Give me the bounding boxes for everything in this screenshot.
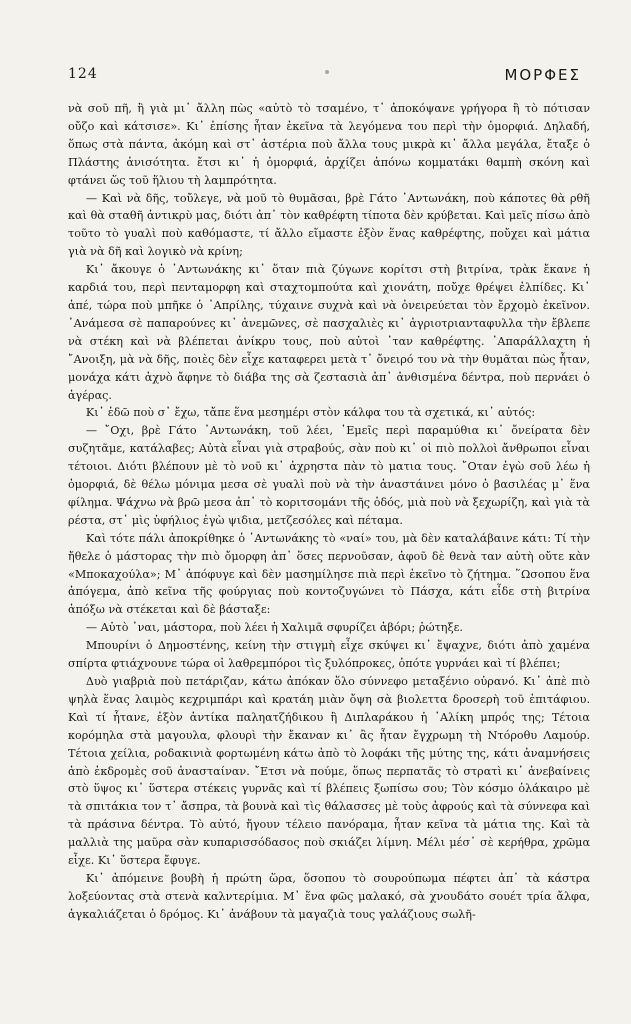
- paragraph: Κι᾿ ἑδῶ ποὺ σ᾿ ἔχω, τἄπε ἕνα μεσημέρι στὸν κάλφα του τὰ σχετικά, κι᾿ αὐτός:: [85, 406, 536, 420]
- page-header: [68, 66, 581, 86]
- page-number: 124: [68, 66, 98, 82]
- paragraph: Κι᾿ ἀπόμεινε βουβὴ ἡ πρώτη ὥρα, ὅσοπου τὸ σουρούπωμα πέφτει ἀπ᾿ τὰ κάστρα λοξεύοντας στὰ στενὰ καλντερίμια. Μ᾿ ἕνα φῶς μαλακό, σὰ χνουδάτο σουέτ τρία ἄλφα, ἀγκαλιάζεται ὁ δρόμος. Κι᾿ ἀνάβουν τὰ μαγαζιὰ τους γαλάζιους σωλῆ-: [68, 871, 590, 921]
- paragraph: — Καὶ νὰ δῆς, τοὔλεγε, νὰ μοῦ τὸ θυμᾶσαι, βρὲ Γάτο ᾿Αντωνάκη, ποὺ κάποτες θὰ ρθῆ καὶ θὰ σταθῆ ἀντικρὺ μας, διότι ἀπ᾿ τὸν καθρέφτη τίποτα δὲν κρύβεται. Καὶ μεῖς πίσω ἀπὸ τοῦτο τὸ γυαλὶ ποὺ καθόμαστε, τί ἄλλο εἴμαστε ἐξὸν ἕνας καθρέφτης, ποὔχει καὶ μάτια γιὰ νὰ δῆ καὶ λογικὸ νὰ κρίνη;: [68, 191, 590, 259]
- paragraph: Μπουρίνι ὁ Δημοστένης, κείνη τὴν στιγμὴ εἶχε σκύψει κι᾿ ἔψαχνε, διότι ἀπὸ χαμένα σπίρτα φτιάχνουνε τώρα οἱ λαθρεμπόροι τὶς ξυλόπροκες, ὁπότε γυρνάει καὶ τί βλέπει;: [68, 639, 590, 671]
- article-body: [68, 100, 590, 924]
- running-head: ΜΟΡΦΕΣ: [504, 66, 581, 84]
- paragraph: Κι᾿ ἄκουγε ὁ ᾿Αντωνάκης κι᾿ ὅταν πιὰ ζύγωνε κορίτσι στὴ βιτρίνα, τρὰκ ἔκανε ἡ καρδιά του, περὶ πενταμορφη καὶ σταχτομπούτα καὶ χιονάτη, ποὔχε θρέψει ἐλπίδες. Κι᾿ ἀπέ, τώρα ποὺ μπῆκε ὁ ᾿Απρίλης, τύχαινε συχνὰ καὶ νὰ ὀνειρεύεται τὸν ἔρχομὸ ἐκεῖνον. ᾿Ανάμεσα σὲ παπαρούνες κι᾿ ἀνεμῶνες, σὲ πασχαλιὲς κι᾿ ἀγριοτριανταφυλλα τὴν ἔβλεπε νὰ στέκη καὶ νὰ βλέπεται ἀνίκρυ τους, ποὺ αὐτοὶ ᾿ταν καθρέφτης. ᾿Απαράλλαχτη ἡ ῎Ανοιξη, μὰ νὰ δῆς, ποιὲς δὲν εἶχε καταφερει μετὰ τ᾿ ὄνειρό του νὰ τὴν θυμᾶται πὼς ἦταν, μονάχα κάτι ἀχνὸ ἄφηνε τὸ διάβα της σὰ ζεστασιὰ ἀπ᾿ ἀνθισμένα δέντρα, ποὺ περνάει ὁ ἀγέρας.: [68, 263, 590, 402]
- paragraph: Δυὸ γιαβριὰ ποὺ πετάριζαν, κάτω ἀπόκαν ὅλο σύννεφο μεταξένιο οὐρανό. Κι᾿ ἀπὲ πιὸ ψηλὰ ἕνας λαιμὸς κεχριμπάρι καὶ κρατάη μιὰν ὄψη σὰ βιολεττα δροσερὴ τοῦ ἐπιτάφιου. Καὶ τί ἦτανε, ἐξὸν ἀντίκα παληατζήδικου ἢ Διπλαράκου ἡ ᾿Αλίκη μπρός της; Τέτοια κορόμηλα στὰ μαγουλα, φλουρὶ τὴν ἔκαναν κι᾿ ἂς ἦταν ἔγχρωμη τὴ Ντόροθυ Λαμούρ. Τέτοια χείλια, ροδακινιὰ φορτωμένη κάτω ἀπὸ τὸ λοφάκι τῆς μύτης της, κάτι ἀναμνήσεις ἀπὸ ἐκδρομὲς σοῦ ἀνασταίναν. ῎Ετσι νὰ πούμε, ὅπως περπατᾶς τὸ στρατὶ κι᾿ ἀνεβαίνεις στὸ ὕψος κι᾿ ὕστερα στέκεις γυρνᾶς καὶ τί βλέπεις ξωπίσω σου; Τὸν κόσμο ὁλάκαιρο μὲ τὰ σπιτάκια τον τ᾿ ἄσπρα, τὰ βουνὰ καὶ τὶς θάλασσες μὲ τοὺς ἀφρούς καὶ τὰ σύννεφα καὶ τὰ πράσινα δέντρα. Τὸ αὐτό, ἤγουν τέλειο πανόραμα, ἦταν κεῖνα τὰ μάτια της. Καὶ τὰ μαλλιὰ της μαῦρα σὰν κυπαρισσόδασος ποὺ σκιάζει λίμνη. Μέλι μέσ᾿ σὲ κερήθρα, χρῶμα εἶχε. Κι᾿ ὕστερα ἔφυγε.: [68, 675, 590, 868]
- paragraph: νὰ σοῦ πῆ, ἢ γιὰ μι᾿ ἄλλη πὼς «αὐτὸ τὸ τσαμένο, τ᾿ ἀποκόψανε γρήγορα ἢ τὸ πότισαν οὔζο καὶ κάτσισε». Κι᾿ ἐπίσης ἦταν ἐκεῖνα τὰ λεγόμενα του περὶ τὴν ὀμορφιά. Δηλαδή, ὅπως στὰ πάντα, ἀκόμη καὶ στ᾿ ἀστέρια ποὺ ἄλλα τους μικρὰ κι᾿ ἄλλα μεγάλα, ἔταξε ὁ Πλάστης ἀνισότητα. ἔτσι κι᾿ ἡ ὀμορφιά, ἀρχίζει ἀπόνω κομματάκι θαμπὴ σκόνη καὶ φτάνει ὥς τοῦ ἥλιου τὴ λαμπρότητα.: [68, 102, 590, 187]
- paragraph: — Αὐτὸ ᾿ναι, μάστορα, ποὺ λέει ἡ Χαλιμᾶ σφυρίζει ἀβόρι; ῥώτηξε.: [85, 621, 463, 635]
- paragraph: — ῎Οχι, βρὲ Γάτο ᾿Αντωνάκη, τοῦ λέει, ῾Εμεῖς περὶ παραμύθια κι᾿ ὄνείρατα δὲν συζητᾶμε, κατάλαβες; Αὐτὰ εἶναι γιὰ στραβούς, σὰν ποὺ κι᾿ οἱ πιὸ πολλοὶ ἄνθρωποι εἶναι τέτοιοι. Διότι βλέπουν μὲ τὸ νοῦ κι᾿ ἀχρηστα πὰν τὸ ματια τους. ῎Οταν ἐγὼ σοῦ λέω ἡ ὀμορφιά, δὲ θέλω μόνιμα μεσα σὲ γυαλὶ ποὺ νὰ τὴν ἀναστάινει μόνο ὁ βασιλέας μ᾿ ἕνα φίλημα. Ψάχνω νὰ βρῶ μεσα ἀπ᾿ τὸ κοριτσομάνι τῆς ὁδός, μιὰ ποὺ νὰ ξεχωρίζη, καὶ γιὰ τὰ ρέστα, στ᾿ μὶς ὑφήλιος ἐγὼ ψιδια, μετζεσόλες καὶ πέταμα.: [68, 424, 590, 527]
- ink-smudge: [325, 70, 329, 74]
- paragraph: Καὶ τότε πάλι ἀποκρίθηκε ὁ ᾿Αντωνάκης τὸ «ναί» του, μὰ δὲν καταλάβαινε κάτι: Τί τὴν ἤθελε ὁ μάστορας τὴν πιὸ ὄμορφη ἀπ᾿ ὅσες περνοῦσαν, ἀφοῦ δὲ θενὰ ταν αὐτὴ οὔτε κὰν «Μποκαχούλα»; Μ᾿ ἀπόφυγε καὶ δὲν μασημίλησε πιὰ περὶ ἐκεῖνο τὸ ζήτημα. ῞Ωσοπου ἕνα ἀπόγεμα, ἀπὸ κεῖνα τῆς φούργιας ποὺ κοντοζυγώνει τὸ Πάσχα, κάτι εἶδε στὴ βιτρίνα ἀπόξω νὰ στέκεται καὶ δὲ βάσταξε:: [68, 531, 590, 617]
